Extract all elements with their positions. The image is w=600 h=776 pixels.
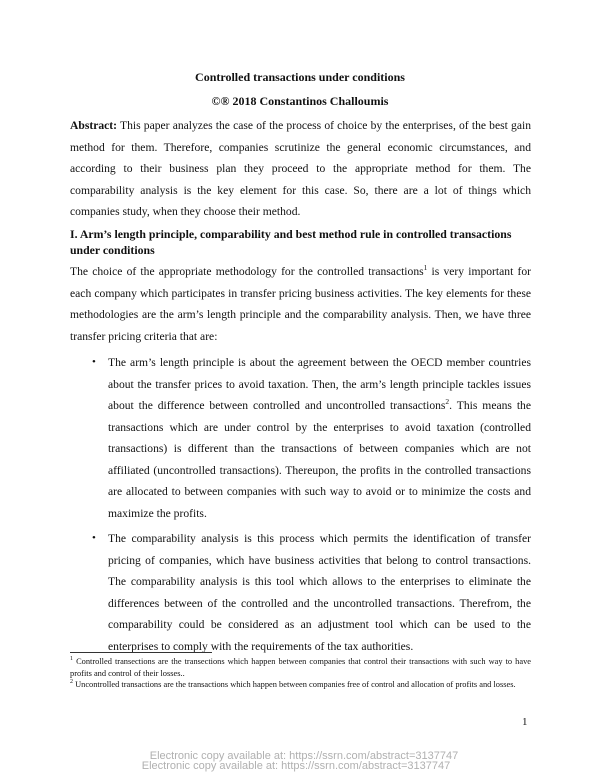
bullet-icon: • <box>92 356 96 368</box>
ssrn-watermark[interactable]: Electronic copy available at: https://ssrn.com/abstract=3137747 <box>149 750 459 762</box>
intro-text-after: is very important for each company which participates in transfer pricing business activities. The key elements for these methodologies are the arm’s length principle and the comparability analysis. Then, we have three transfer pricing criteria that are: <box>70 265 531 343</box>
bullet-icon: • <box>92 532 96 544</box>
list-item <box>0 352 600 524</box>
abstract-label: Abstract: <box>70 119 118 132</box>
list-item-text <box>108 528 531 657</box>
intro-paragraph <box>70 261 531 347</box>
list-item-text-before: The arm’s length principle is about the agreement between the OECD member countries about the transfer prices to avoid taxation. Then, the arm’s length principle tackles issues about the difference between controlled and uncontrolled transactions <box>108 356 531 412</box>
abstract-paragraph <box>70 115 531 223</box>
footnote-1 <box>70 656 531 679</box>
footnote-ref-2[interactable]: 2 <box>445 397 450 407</box>
footnote-ref-1[interactable]: 1 <box>423 263 428 273</box>
footnote-divider <box>70 652 212 653</box>
footnote-text: Controlled transections are the transections which happen between companies that control their transactions with such way to have profits and control of their losses.. <box>70 657 531 678</box>
footnote-number: 2 <box>70 679 73 686</box>
list-item <box>0 528 600 657</box>
footnote-number: 1 <box>70 656 73 663</box>
intro-text-before: The choice of the appropriate methodology for the controlled transactions <box>70 265 424 278</box>
footnotes <box>70 656 531 691</box>
author-line: ©® 2018 Constantinos Challoumis <box>211 94 389 108</box>
page-number: 1 <box>522 716 528 728</box>
list-item-text-after: . This means the transactions which are under control by the enterprises to avoid taxation (controlled transactions) is different than the transactions of between companies which are not affiliated (uncontrolled transactions). Thereupon, the profits in the controlled transactions are allocated to between companies with such way to avoid or to minimize the costs and maximize the profits. <box>108 399 531 520</box>
footnote-2 <box>70 679 531 691</box>
section-heading: I. Arm’s length principle, comparability and best method rule in controlled transactions under conditions <box>70 227 512 257</box>
list-item-text-before: The comparability analysis is this process which permits the identification of transfer pricing of companies, which have business activities that belong to control transactions. The comparability analysis is this tool which allows to the enterprises to eliminate the differences between of the controlled and the uncontrolled transactions. Therefrom, the comparability could be considered as an adjustment tool which can be used to the enterprises to comply with the requirements of the tax authorities. <box>108 532 531 653</box>
footnote-text: Uncontrolled transactions are the transactions which happen between companies free of control and allocation of profits and losses. <box>73 680 516 689</box>
list-item-text <box>108 352 531 524</box>
ssrn-watermark[interactable]: Electronic copy available at: https://ssrn.com/abstract=3137747 <box>141 760 451 772</box>
criteria-list <box>0 352 600 661</box>
paper-title: Controlled transactions under conditions <box>195 70 405 84</box>
abstract-text: This paper analyzes the case of the process of choice by the enterprises, of the best gain method for them. Therefore, companies scrutinize the general economic circumstances, and according to their business plan they proceed to the appropriate method for them. The comparability analysis is the key element for this case. So, there are a lot of things which companies study, when they choose their method. <box>70 119 531 218</box>
